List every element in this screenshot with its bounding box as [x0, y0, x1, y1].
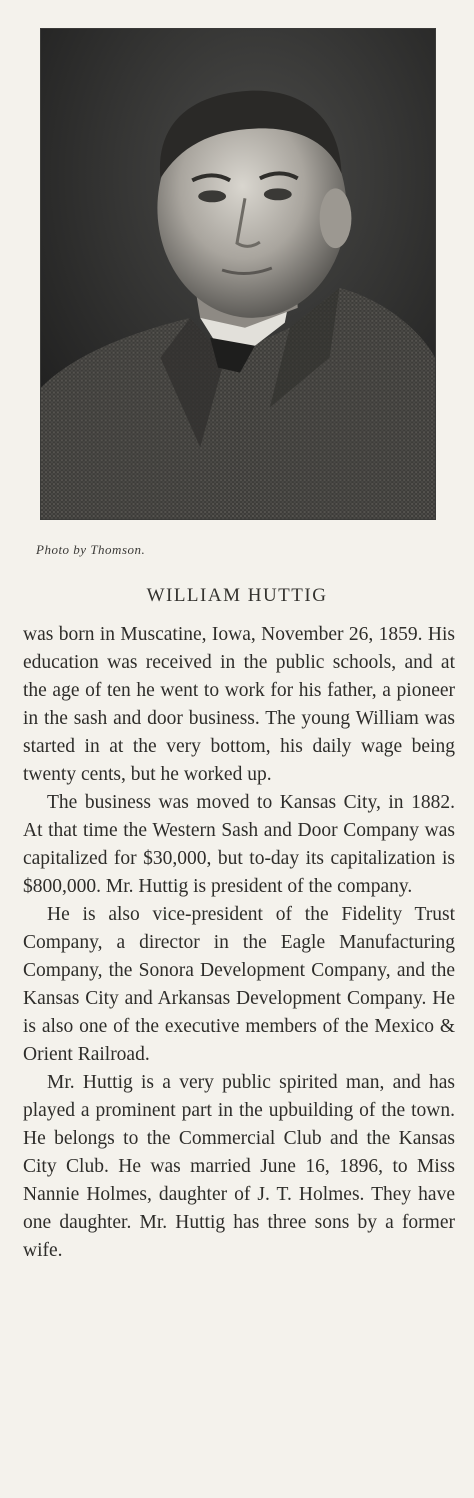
- bio-paragraph: was born in Muscatine, Iowa, November 26, 1859. His education was received in the public schools, and at the age of ten he went to work for his father, a pioneer in the sash and door business. The young William was started in at the very bottom, his daily wage being twenty cents, but he worked up.: [23, 624, 455, 785]
- bio-paragraph: He is also vice-president of the Fidelity Trust Company, a director in the Eagle Manufacturing Company, the Sonora Development Company, and the Kansas City and Arkansas Development Company. He is also one of the executive members of the Mexico & Orient Railroad.: [23, 904, 455, 1065]
- biography-text: [23, 621, 455, 1265]
- photo-credit-caption: Photo by Thomson.: [36, 542, 146, 557]
- bio-paragraph: The business was moved to Kansas City, in 1882. At that time the Western Sash and Door Company was capitalized for $30,000, but to-day its capitalization is $800,000. Mr. Huttig is president of the company.: [23, 792, 455, 897]
- bio-paragraph: Mr. Huttig is a very public spirited man, and has played a prominent part in the upbuilding of the town. He belongs to the Commercial Club and the Kansas City Club. He was married June 16, 1896, to Miss Nannie Holmes, daughter of J. T. Holmes. They have one daughter. Mr. Huttig has three sons by a former wife.: [23, 1072, 455, 1261]
- portrait-photo: [40, 28, 436, 520]
- portrait-image: [41, 29, 435, 519]
- subject-name-heading: WILLIAM HUTTIG: [146, 585, 328, 606]
